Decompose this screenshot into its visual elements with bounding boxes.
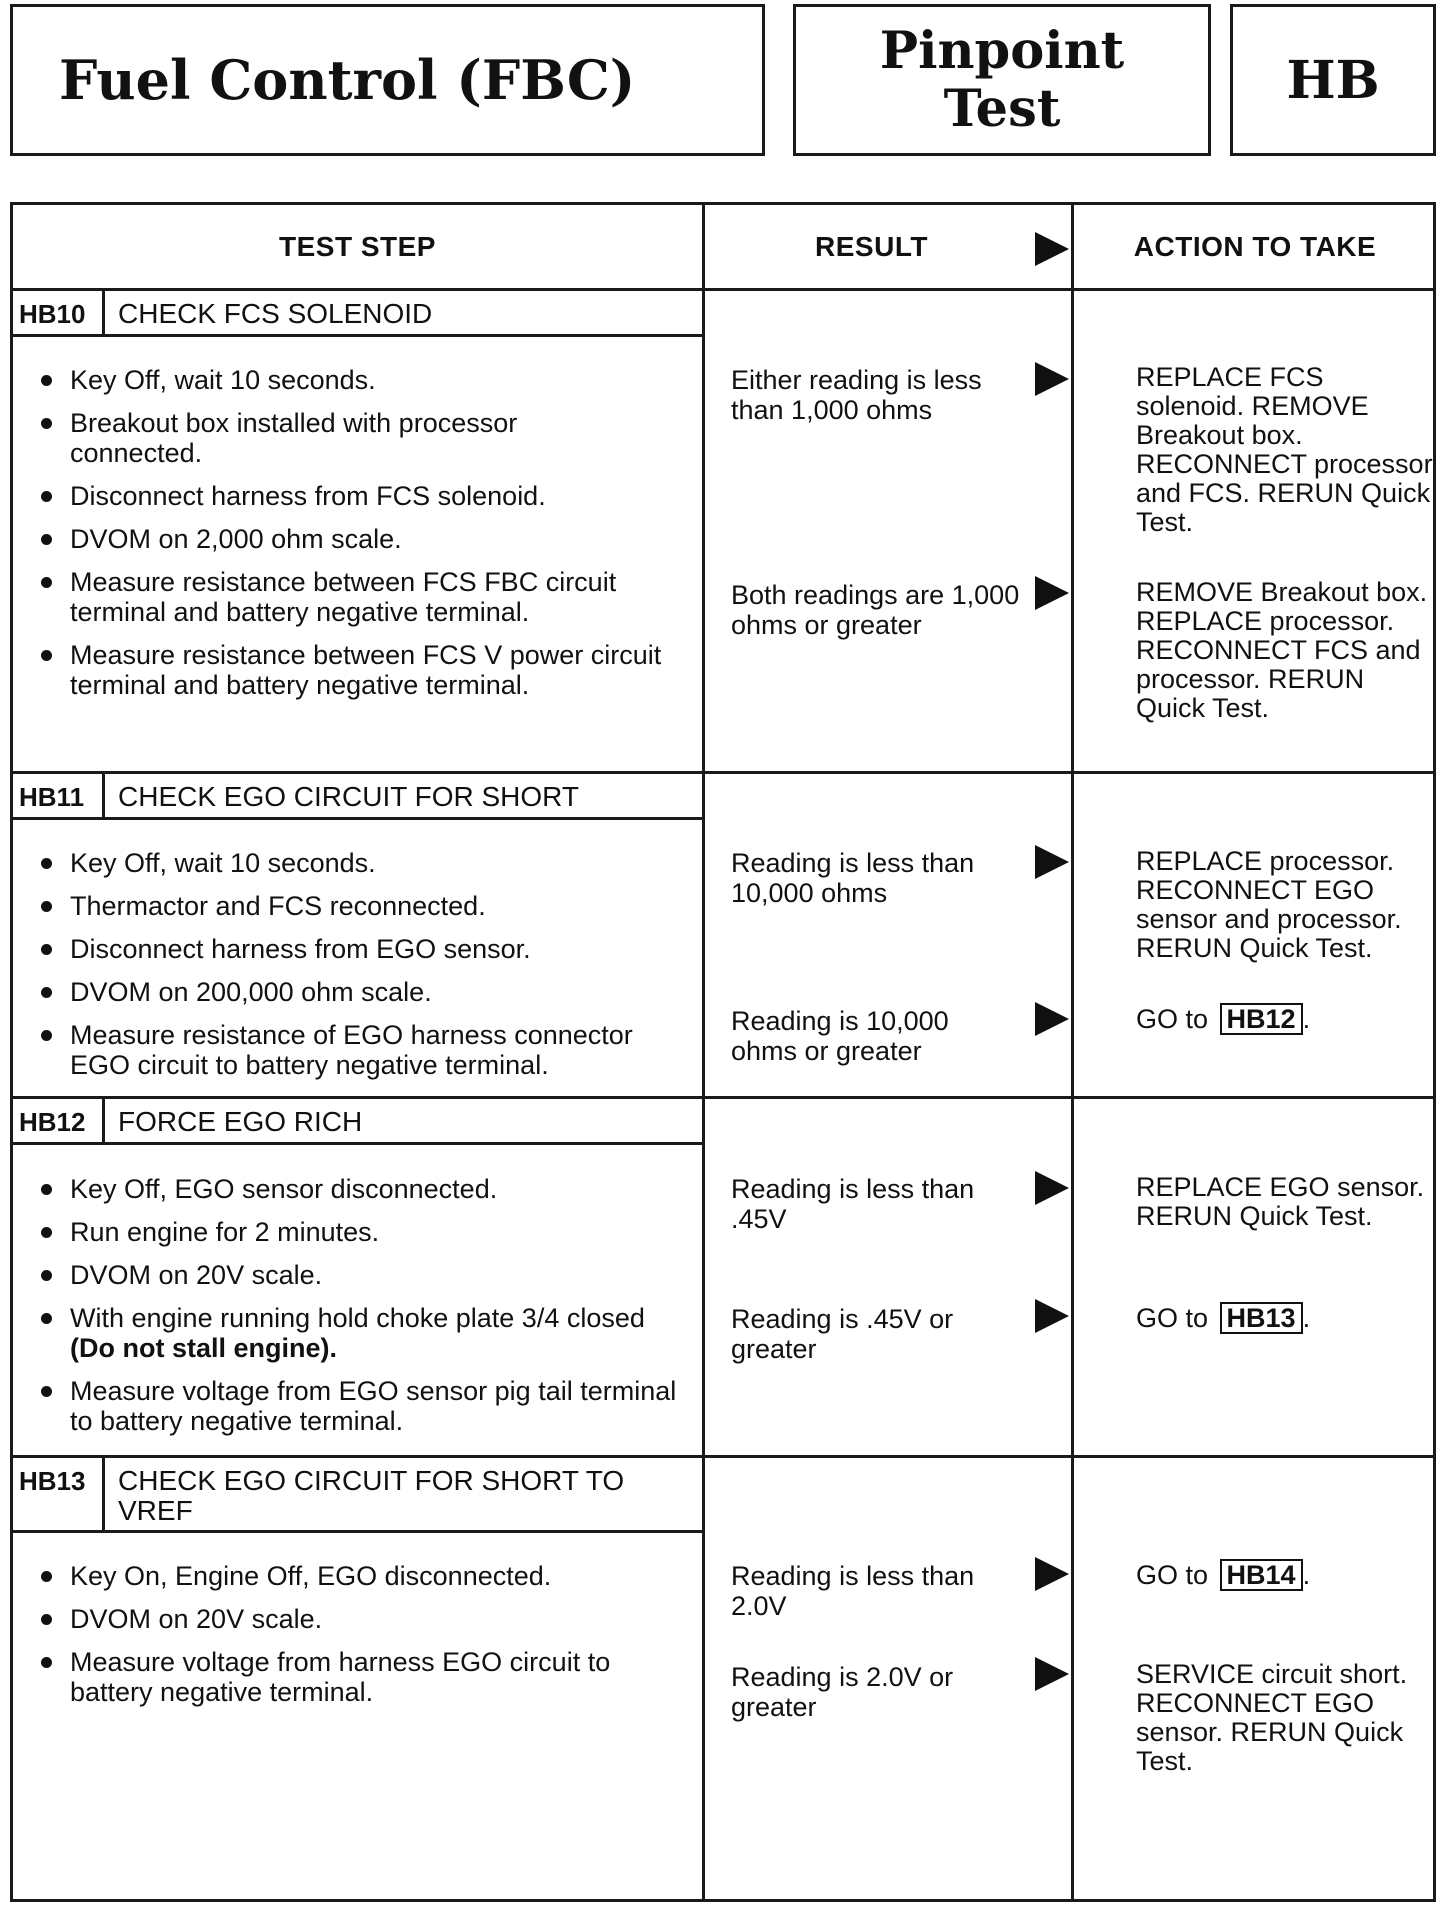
instruction-item: Measure resistance between FCS V power circuit terminal and battery negative terminal. xyxy=(33,640,693,700)
action-goto xyxy=(1136,1302,1436,1334)
instruction-item: Breakout box installed with processor connected. xyxy=(33,408,693,468)
step-instructions xyxy=(33,848,693,1093)
result-text: Either reading is less than 1,000 ohms xyxy=(731,365,982,425)
action-text: REMOVE Breakout box. REPLACE processor. RECONNECT FCS and processor. RERUN Quick Test. xyxy=(1136,577,1428,723)
result-arrow-icon xyxy=(1035,1657,1069,1691)
goto-hb12-link[interactable]: HB12 xyxy=(1220,1003,1303,1035)
test-type-box xyxy=(793,4,1211,156)
instruction-item: Measure voltage from EGO sensor pig tail terminal to battery negative terminal. xyxy=(33,1376,693,1436)
result-arrow-icon xyxy=(1035,362,1069,396)
instruction-item: Run engine for 2 minutes. xyxy=(33,1217,693,1247)
step-title-divider xyxy=(13,334,702,337)
goto-label: GO to xyxy=(1136,1303,1209,1333)
instruction-item: DVOM on 200,000 ohm scale. xyxy=(33,977,693,1007)
column-header-result xyxy=(702,205,1071,288)
step-instructions xyxy=(33,1561,693,1720)
goto-label: GO to xyxy=(1136,1004,1209,1034)
result-text: Reading is less than 10,000 ohms xyxy=(731,848,975,908)
result-arrow-icon xyxy=(1035,1299,1069,1333)
result-arrow-icon xyxy=(1035,576,1069,610)
action-text: REPLACE EGO sensor. RERUN Quick Test. xyxy=(1136,1172,1425,1231)
instruction-item: Disconnect harness from FCS solenoid. xyxy=(33,481,693,511)
result-arrow-icon xyxy=(1035,845,1069,879)
step-id-divider xyxy=(102,1455,105,1530)
action-text: REPLACE processor. RECONNECT EGO sensor and processor. RERUN Quick Test. xyxy=(1136,846,1402,963)
page-title xyxy=(10,4,765,156)
action-text: SERVICE circuit short. RECONNECT EGO sensor. RERUN Quick Test. xyxy=(1136,1659,1408,1776)
instruction-item: DVOM on 20V scale. xyxy=(33,1604,693,1634)
instruction-item: DVOM on 20V scale. xyxy=(33,1260,693,1290)
action-goto xyxy=(1136,1003,1436,1035)
instruction-item: DVOM on 2,000 ohm scale. xyxy=(33,524,693,554)
result-text: Both readings are 1,000 ohms or greater xyxy=(731,580,1020,640)
action-text: REPLACE FCS solenoid. REMOVE Breakout box. RECONNECT processor and FCS. RERUN Quick Test. xyxy=(1136,362,1433,537)
title-text: Fuel Control (FBC) xyxy=(59,48,636,112)
result-arrow-icon xyxy=(1035,1002,1069,1036)
action-goto xyxy=(1136,1559,1436,1591)
step-instructions xyxy=(33,1174,693,1449)
goto-label: GO to xyxy=(1136,1560,1209,1590)
step-id-divider xyxy=(102,288,105,334)
warning-note: (Do not stall engine). xyxy=(70,1333,337,1363)
instruction-item: Thermactor and FCS reconnected. xyxy=(33,891,693,921)
step-id-divider xyxy=(102,1096,105,1142)
step-title: CHECK FCS SOLENOID xyxy=(118,298,433,329)
step-divider xyxy=(13,771,1433,774)
step-divider xyxy=(13,1455,1433,1458)
pinpoint-test-table xyxy=(10,202,1436,1902)
instruction-item: Measure resistance of EGO harness connector EGO circuit to battery negative terminal. xyxy=(33,1020,693,1080)
instruction-item xyxy=(33,1303,693,1363)
instruction-item: Measure voltage from harness EGO circuit to battery negative terminal. xyxy=(33,1647,693,1707)
instruction-item: Key Off, wait 10 seconds. xyxy=(33,848,693,878)
test-code-box xyxy=(1230,4,1436,156)
result-arrow-icon xyxy=(1035,1557,1069,1591)
test-type-line-1: Pinpoint xyxy=(879,21,1125,81)
goto-suffix: . xyxy=(1302,1004,1311,1034)
instruction-item: Measure resistance between FCS FBC circuit terminal and battery negative terminal. xyxy=(33,567,693,627)
step-title-divider xyxy=(13,1142,702,1145)
instruction-item: Key Off, EGO sensor disconnected. xyxy=(33,1174,693,1204)
goto-suffix: . xyxy=(1302,1560,1311,1590)
result-text: Reading is less than 2.0V xyxy=(731,1561,975,1621)
column-header-result-label: RESULT xyxy=(815,230,928,262)
step-id-divider xyxy=(102,771,105,817)
test-code: HB xyxy=(1286,49,1380,111)
step-divider xyxy=(13,1096,1433,1099)
step-id: HB11 xyxy=(19,782,85,812)
column-divider-result xyxy=(702,205,705,1899)
step-title: CHECK EGO CIRCUIT FOR SHORT TO VREF xyxy=(118,1465,625,1526)
goto-suffix: . xyxy=(1302,1303,1311,1333)
header-divider xyxy=(13,288,1433,291)
result-arrow-icon xyxy=(1035,1171,1069,1205)
step-title-divider xyxy=(13,1530,702,1533)
step-id: HB12 xyxy=(19,1107,86,1137)
test-type-line-2: Test xyxy=(943,79,1061,139)
result-text: Reading is .45V or greater xyxy=(731,1304,954,1364)
instruction-text: With engine running hold choke plate 3/4 closed xyxy=(70,1303,645,1333)
result-text: Reading is 10,000 ohms or greater xyxy=(731,1006,949,1066)
result-text: Reading is less than .45V xyxy=(731,1174,975,1234)
step-instructions xyxy=(33,365,693,713)
instruction-item: Key Off, wait 10 seconds. xyxy=(33,365,693,395)
goto-hb13-link[interactable]: HB13 xyxy=(1220,1302,1303,1334)
instruction-item: Key On, Engine Off, EGO disconnected. xyxy=(33,1561,693,1591)
step-id: HB13 xyxy=(19,1466,86,1496)
result-text: Reading is 2.0V or greater xyxy=(731,1662,954,1722)
instruction-item: Disconnect harness from EGO sensor. xyxy=(33,934,693,964)
column-header-test-step: TEST STEP xyxy=(279,230,436,262)
step-title: CHECK EGO CIRCUIT FOR SHORT xyxy=(118,781,580,812)
column-header-action: ACTION TO TAKE xyxy=(1133,230,1377,262)
step-id: HB10 xyxy=(19,299,86,329)
goto-hb14-link[interactable]: HB14 xyxy=(1220,1559,1303,1591)
step-title: FORCE EGO RICH xyxy=(118,1106,363,1137)
step-title-divider xyxy=(13,817,702,820)
result-arrow-icon xyxy=(1035,232,1069,266)
column-divider-action xyxy=(1071,205,1074,1899)
